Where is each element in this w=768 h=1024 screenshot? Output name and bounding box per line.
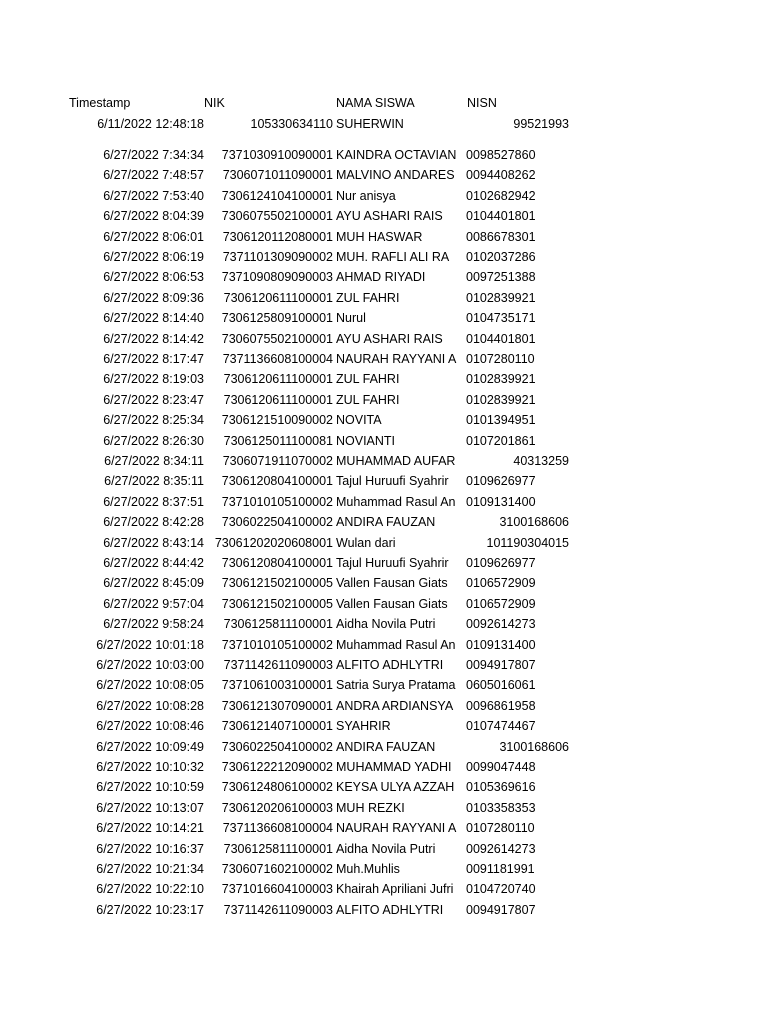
table-row	[0, 493, 768, 511]
cell-timestamp: 6/27/2022 8:25:34	[103, 413, 204, 428]
cell-nik: 7306125811100001	[223, 841, 333, 856]
cell-timestamp: 6/27/2022 8:35:11	[104, 474, 204, 489]
header-nisn: NISN	[467, 96, 497, 110]
cell-nama-siswa: MUH REZKI	[336, 800, 405, 815]
cell-nik: 7306125811100001	[223, 617, 333, 632]
table-row	[0, 717, 768, 735]
cell-nama-siswa: Khairah Apriliani Jufri	[336, 882, 454, 897]
cell-nik: 7306125011100081	[223, 433, 333, 448]
cell-nisn: 0109131400	[466, 637, 536, 652]
cell-nik: 7371136608100004	[222, 352, 333, 366]
cell-nama-siswa: ANDRA ARDIANSYA	[336, 698, 454, 713]
cell-nama-siswa: MALVINO ANDARES	[336, 168, 455, 183]
table-row	[0, 452, 768, 470]
cell-timestamp: 6/27/2022 8:14:40	[103, 311, 204, 326]
table-row	[0, 778, 768, 796]
cell-nama-siswa: AYU ASHARI RAIS	[336, 209, 443, 224]
table-row	[0, 268, 768, 286]
cell-nama-siswa: NAURAH RAYYANI A	[336, 352, 457, 366]
cell-nama-siswa: ZUL FAHRI	[336, 392, 400, 407]
table-row	[0, 840, 768, 858]
cell-nik: 7306120611100001	[223, 290, 333, 305]
cell-timestamp: 6/27/2022 10:13:07	[96, 800, 204, 815]
cell-nik: 7306120611100001	[223, 392, 333, 407]
cell-nisn: 0101394951	[466, 413, 536, 428]
cell-nama-siswa: AHMAD RIYADI	[336, 270, 426, 285]
table-row	[0, 370, 768, 388]
cell-nik: 7306071011090001	[222, 168, 333, 183]
table-row	[0, 636, 768, 654]
cell-nama-siswa: MUH. RAFLI ALI RA	[336, 250, 450, 264]
cell-nisn: 0103358353	[466, 800, 536, 815]
table-row	[0, 309, 768, 327]
cell-nisn: 0109131400	[466, 494, 536, 509]
table-row	[0, 187, 768, 205]
cell-nik: 7306071602100002	[221, 862, 333, 876]
cell-nisn: 0099047448	[466, 760, 536, 774]
cell-nisn: 0107280110	[466, 821, 535, 836]
cell-timestamp: 6/27/2022 8:37:51	[103, 494, 204, 509]
cell-timestamp: 6/27/2022 8:06:19	[103, 250, 204, 264]
header-nama-siswa: NAMA SISWA	[336, 96, 415, 110]
cell-nama-siswa: MUHAMMAD AUFAR	[336, 454, 456, 468]
cell-nama-siswa: Muhammad Rasul An	[336, 637, 456, 652]
cell-nama-siswa: KEYSA ULYA AZZAH	[336, 780, 455, 795]
cell-nisn: 0096861958	[466, 698, 536, 713]
cell-nisn: 0102839921	[466, 290, 536, 305]
cell-nama-siswa: MUH HASWAR	[336, 229, 423, 244]
cell-nama-siswa: Aidha Novila Putri	[336, 617, 436, 632]
cell-timestamp: 6/27/2022 8:06:53	[103, 270, 204, 285]
cell-nisn: 0102839921	[466, 392, 536, 407]
cell-timestamp: 6/27/2022 10:21:34	[96, 862, 204, 876]
cell-timestamp: 6/27/2022 8:26:30	[103, 433, 204, 448]
table-row	[0, 146, 768, 164]
cell-nisn: 3100168606	[499, 515, 569, 530]
cell-nisn: 0102839921	[466, 372, 536, 387]
table-row	[0, 656, 768, 674]
cell-nik: 7306120804100001	[221, 474, 333, 489]
cell-nik: 7306121502100005	[221, 576, 333, 591]
header-nik: NIK	[204, 96, 225, 110]
cell-timestamp: 6/27/2022 10:23:17	[96, 902, 204, 917]
cell-nisn: 0104401801	[466, 209, 536, 224]
cell-nama-siswa: Nur anisya	[336, 188, 396, 203]
table-row	[0, 248, 768, 266]
cell-nisn: 0091181991	[466, 862, 535, 876]
cell-nik: 7306022504100002	[221, 515, 333, 530]
table-row	[0, 330, 768, 348]
cell-timestamp: 6/27/2022 8:19:03	[103, 372, 204, 387]
cell-nisn: 0092614273	[466, 841, 536, 856]
cell-nama-siswa: NAURAH RAYYANI A	[336, 821, 457, 836]
cell-nama-siswa: KAINDRA OCTAVIAN	[336, 148, 457, 162]
cell-timestamp: 6/27/2022 10:03:00	[96, 658, 204, 672]
cell-nik: 7306121307090001	[221, 698, 333, 713]
cell-nisn: 0605016061	[466, 678, 536, 693]
cell-nik: 7306121502100005	[221, 596, 333, 611]
cell-nik: 73061202020608001	[214, 535, 333, 550]
cell-timestamp: 6/27/2022 8:43:14	[103, 535, 204, 550]
cell-nama-siswa: ZUL FAHRI	[336, 372, 400, 387]
cell-nisn: 0102682942	[466, 188, 536, 203]
cell-timestamp: 6/27/2022 10:09:49	[96, 739, 204, 754]
cell-nik: 7371061003100001	[221, 678, 333, 693]
table-row	[0, 615, 768, 633]
cell-timestamp: 6/27/2022 8:23:47	[103, 392, 204, 407]
cell-nama-siswa: ANDIRA FAUZAN	[336, 739, 436, 754]
table-row	[0, 350, 768, 368]
table-row	[0, 513, 768, 531]
table-row	[0, 595, 768, 613]
cell-nisn: 3100168606	[499, 739, 569, 754]
header-row	[0, 94, 768, 112]
cell-nama-siswa: SUHERWIN	[336, 117, 404, 131]
cell-nik: 105330634110	[250, 117, 333, 131]
cell-nik: 7371142611090003	[223, 902, 333, 917]
cell-nama-siswa: ZUL FAHRI	[336, 290, 400, 305]
cell-timestamp: 6/27/2022 8:04:39	[103, 209, 204, 224]
cell-nisn: 101190304015	[486, 535, 569, 550]
cell-nik: 7306121510090002	[221, 413, 333, 428]
cell-nama-siswa: Nurul	[336, 311, 366, 326]
table-row	[0, 472, 768, 490]
cell-nisn: 0094408262	[466, 168, 536, 183]
cell-nisn: 0107474467	[466, 719, 536, 734]
cell-nama-siswa: Vallen Fausan Giats	[336, 576, 448, 591]
cell-nik: 7306124104100001	[221, 188, 333, 203]
cell-timestamp: 6/27/2022 8:45:09	[103, 576, 204, 591]
cell-timestamp: 6/27/2022 8:14:42	[103, 331, 204, 346]
cell-nisn: 0104401801	[466, 331, 536, 346]
table-row	[0, 207, 768, 225]
cell-nisn: 0107201861	[466, 433, 536, 448]
cell-nama-siswa: Tajul Huruufi Syahrir	[336, 474, 449, 489]
cell-timestamp: 6/27/2022 10:16:37	[96, 841, 204, 856]
cell-timestamp: 6/27/2022 10:08:05	[96, 678, 204, 693]
cell-nisn: 0105369616	[466, 780, 536, 795]
cell-nik: 7306121407100001	[221, 719, 333, 734]
table-row	[0, 880, 768, 898]
table-row	[0, 166, 768, 184]
cell-nisn: 0102037286	[466, 250, 536, 264]
cell-timestamp: 6/27/2022 7:34:34	[103, 148, 204, 162]
cell-timestamp: 6/27/2022 10:01:18	[96, 637, 204, 652]
table-row	[0, 819, 768, 837]
cell-timestamp: 6/11/2022 12:48:18	[97, 117, 204, 131]
cell-timestamp: 6/27/2022 8:44:42	[103, 556, 204, 570]
cell-nama-siswa: Vallen Fausan Giats	[336, 596, 448, 611]
cell-timestamp: 6/27/2022 9:58:24	[103, 617, 204, 632]
cell-nik: 7371136608100004	[222, 821, 333, 836]
cell-nama-siswa: SYAHRIR	[336, 719, 391, 734]
cell-nisn: 0109626977	[466, 556, 536, 570]
table-row	[0, 574, 768, 592]
cell-nisn: 99521993	[513, 117, 569, 131]
cell-timestamp: 6/27/2022 7:53:40	[103, 188, 204, 203]
cell-timestamp: 6/27/2022 9:57:04	[103, 596, 204, 611]
cell-nik: 7371010105100002	[221, 637, 333, 652]
cell-timestamp: 6/27/2022 10:14:21	[96, 821, 204, 836]
cell-nisn: 0104735171	[466, 311, 536, 326]
table-row	[0, 799, 768, 817]
cell-nik: 7306071911070002	[222, 454, 333, 468]
table-row	[0, 391, 768, 409]
header-timestamp: Timestamp	[69, 96, 131, 110]
cell-nik: 7306125809100001	[221, 311, 333, 326]
cell-nisn: 0086678301	[466, 229, 536, 244]
cell-nama-siswa: Tajul Huruufi Syahrir	[336, 556, 449, 570]
cell-nama-siswa: Aidha Novila Putri	[336, 841, 436, 856]
cell-nama-siswa: NOVIANTI	[336, 433, 396, 448]
cell-nik: 7306120804100001	[221, 556, 333, 570]
cell-nisn: 0098527860	[466, 148, 536, 162]
cell-timestamp: 6/27/2022 8:06:01	[103, 229, 204, 244]
cell-nisn: 0106572909	[466, 596, 536, 611]
cell-nama-siswa: Muh.Muhlis	[336, 862, 400, 876]
cell-nisn: 0094917807	[466, 658, 536, 672]
table-row	[0, 676, 768, 694]
table-row	[0, 697, 768, 715]
cell-nik: 7371142611090003	[223, 658, 333, 672]
table-row	[0, 758, 768, 776]
cell-nisn: 0104720740	[466, 882, 536, 897]
cell-timestamp: 6/27/2022 8:42:28	[103, 515, 204, 530]
cell-nik: 7306075502100001	[221, 331, 333, 346]
cell-nik: 7306120206100003	[221, 800, 333, 815]
cell-timestamp: 6/27/2022 10:08:28	[96, 698, 204, 713]
cell-nik: 7371030910090001	[221, 148, 333, 162]
cell-nik: 7371010105100002	[221, 494, 333, 509]
cell-nisn: 0106572909	[466, 576, 536, 591]
cell-timestamp: 6/27/2022 7:48:57	[103, 168, 204, 183]
cell-nisn: 0094917807	[466, 902, 536, 917]
cell-nisn: 0092614273	[466, 617, 536, 632]
cell-nik: 7371101309090002	[222, 250, 333, 264]
cell-nik: 7306120112080001	[222, 229, 333, 244]
cell-timestamp: 6/27/2022 8:09:36	[103, 290, 204, 305]
table-row	[0, 738, 768, 756]
cell-timestamp: 6/27/2022 10:10:59	[96, 780, 204, 795]
cell-nik: 7306120611100001	[223, 372, 333, 387]
cell-nik: 7306122212090002	[221, 760, 333, 774]
cell-nik: 7306124806100002	[221, 780, 333, 795]
cell-timestamp: 6/27/2022 10:22:10	[96, 882, 204, 897]
cell-timestamp: 6/27/2022 8:17:47	[103, 352, 204, 366]
cell-nama-siswa: MUHAMMAD YADHI	[336, 760, 452, 774]
cell-timestamp: 6/27/2022 8:34:11	[104, 454, 204, 468]
table-row	[0, 554, 768, 572]
cell-nama-siswa: NOVITA	[336, 413, 382, 428]
table-row	[0, 432, 768, 450]
table-row	[0, 901, 768, 919]
cell-nama-siswa: ALFITO ADHLYTRI	[336, 902, 444, 917]
table-row	[0, 115, 768, 133]
cell-nama-siswa: AYU ASHARI RAIS	[336, 331, 443, 346]
table-row	[0, 228, 768, 246]
table-row	[0, 411, 768, 429]
cell-timestamp: 6/27/2022 10:08:46	[96, 719, 204, 734]
cell-nik: 7371016604100003	[221, 882, 333, 897]
table-row	[0, 289, 768, 307]
cell-nama-siswa: ANDIRA FAUZAN	[336, 515, 436, 530]
table-row	[0, 534, 768, 552]
cell-nisn: 40313259	[513, 454, 569, 468]
cell-nisn: 0107280110	[466, 352, 535, 366]
cell-nik: 7371090809090003	[221, 270, 333, 285]
cell-nisn: 0109626977	[466, 474, 536, 489]
cell-timestamp: 6/27/2022 10:10:32	[96, 760, 204, 774]
cell-nama-siswa: ALFITO ADHLYTRI	[336, 658, 444, 672]
cell-nama-siswa: Wulan dari	[336, 535, 396, 550]
cell-nik: 7306075502100001	[221, 209, 333, 224]
cell-nisn: 0097251388	[466, 270, 536, 285]
cell-nik: 7306022504100002	[221, 739, 333, 754]
table-row	[0, 860, 768, 878]
cell-nama-siswa: Satria Surya Pratama	[336, 678, 456, 693]
cell-nama-siswa: Muhammad Rasul An	[336, 494, 456, 509]
